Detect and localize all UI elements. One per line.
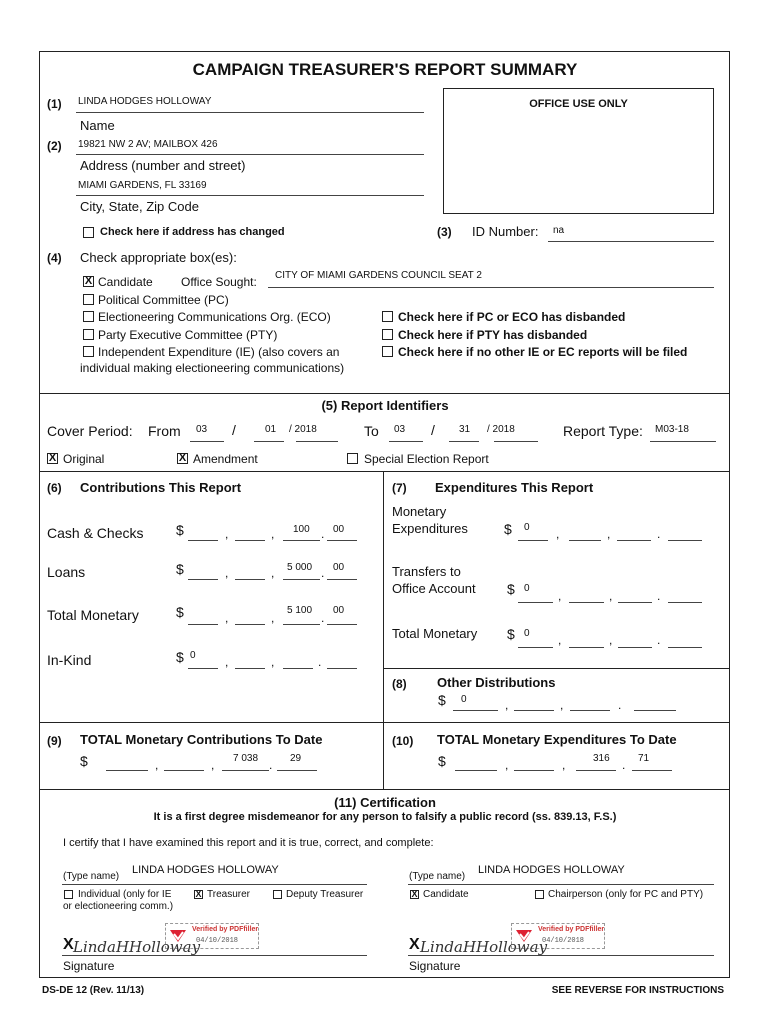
s10-u4 [632, 770, 672, 771]
s10-comma2: , [562, 758, 566, 772]
s9-dot: . [269, 758, 273, 772]
loans-value[interactable]: 5 000 [287, 562, 313, 573]
exptot-comma2: , [609, 633, 613, 647]
monetary-label: Monetary [392, 504, 447, 519]
s9-comma1: , [155, 758, 159, 772]
chairperson-label: Chairperson (only for PC and PTY) [548, 889, 704, 900]
od-dollar: $ [438, 692, 446, 708]
signature-x-right: X [409, 936, 420, 953]
cover-period-label: Cover Period: [47, 423, 133, 439]
report-type-underline [650, 441, 716, 442]
total-dollar: $ [176, 604, 184, 620]
total-expenditures-heading: TOTAL Monetary Expenditures To Date [437, 732, 677, 747]
type-name-underline-right [408, 884, 714, 885]
od-u3 [570, 710, 610, 711]
total-u1 [188, 624, 218, 625]
city-caption: City, State, Zip Code [80, 199, 199, 214]
special-election-label: Special Election Report [364, 452, 489, 466]
report-type-value[interactable]: M03-18 [655, 424, 689, 435]
treasurer-label: Treasurer [207, 889, 250, 900]
street-value[interactable]: 19821 NW 2 AV; MAILBOX 426 [78, 139, 218, 150]
from-label: From [148, 423, 181, 439]
inkind-u3 [283, 668, 313, 669]
no-other-ie-checkbox[interactable] [382, 346, 393, 357]
to-year[interactable]: / 2018 [487, 424, 515, 435]
section-3-number: (3) [437, 225, 452, 239]
candidate-cert-checkbox[interactable]: X [411, 889, 418, 899]
verified-text-left: Verified by PDFfiller [192, 926, 259, 933]
signature-underline-right [408, 955, 714, 956]
section-10-number: (10) [392, 734, 414, 748]
cash-u3 [283, 540, 320, 541]
individual-label-cont: or electioneering comm.) [63, 901, 174, 912]
s10-u3 [576, 770, 616, 771]
misdemeanor-warning: It is a first degree misdemeanor for any person to falsify a public record (ss. 839.13, F.S.) [153, 811, 617, 823]
name-caption: Name [80, 118, 115, 133]
loans-dot: . [321, 566, 325, 580]
exp-total-label: Total Monetary [392, 626, 478, 641]
pty-label: Party Executive Committee (PTY) [98, 328, 278, 342]
inkind-dot: . [318, 655, 322, 669]
deputy-treasurer-checkbox[interactable] [273, 890, 282, 899]
inkind-u1 [188, 668, 218, 669]
exptot-comma1: , [558, 633, 562, 647]
tr-u4 [668, 602, 702, 603]
signature-caption-right: Signature [409, 959, 461, 973]
s9-comma2: , [211, 758, 215, 772]
form-id: DS-DE 12 (Rev. 11/13) [42, 985, 145, 996]
certification-heading: (11) Certification [334, 795, 436, 810]
exptot-dollar: $ [507, 626, 515, 642]
individual-checkbox[interactable] [64, 890, 73, 899]
report-type-label: Report Type: [563, 423, 643, 439]
contributions-heading: Contributions This Report [80, 480, 242, 495]
from-day-underline [254, 441, 284, 442]
instructions-note: SEE REVERSE FOR INSTRUCTIONS [551, 985, 724, 996]
verified-date-left: 04/10/2018 [196, 937, 239, 945]
expenditures-label: Expenditures [392, 521, 468, 536]
eco-label: Electioneering Communications Org. (ECO) [98, 310, 331, 324]
to-month[interactable]: 03 [394, 424, 406, 435]
tr-dollar: $ [507, 581, 515, 597]
from-year[interactable]: / 2018 [289, 424, 317, 435]
candidate-checkbox[interactable]: X [84, 275, 93, 287]
od-u4 [634, 710, 676, 711]
s10-dot: . [622, 758, 626, 772]
cash-comma1: , [225, 527, 229, 541]
loans-comma1: , [225, 566, 229, 580]
pc-eco-disbanded-checkbox[interactable] [382, 311, 393, 322]
original-checkbox[interactable]: X [48, 452, 57, 464]
candidate-cert-label: Candidate [423, 889, 469, 900]
inkind-dollar: $ [176, 649, 184, 665]
exptot-u1 [518, 647, 553, 648]
pc-checkbox[interactable] [83, 294, 94, 305]
to-slash: / [431, 422, 435, 438]
exp-dot: . [657, 527, 661, 541]
office-sought-value[interactable]: CITY OF MIAMI GARDENS COUNCIL SEAT 2 [275, 270, 482, 281]
total-value[interactable]: 5 100 [287, 605, 313, 616]
section-6-number: (6) [47, 481, 62, 495]
id-number-value[interactable]: na [553, 225, 565, 236]
divider-s11 [39, 789, 730, 790]
other-distributions-heading: Other Distributions [437, 675, 556, 690]
street-caption: Address (number and street) [80, 158, 246, 173]
check-boxes-label: Check appropriate box(es): [80, 250, 237, 265]
to-month-underline [389, 441, 423, 442]
candidate-signature[interactable]: LindaHHolloway [420, 938, 548, 956]
office-use-label: OFFICE USE ONLY [529, 98, 628, 110]
office-sought-label: Office Sought: [181, 275, 257, 289]
exp-value[interactable]: 0 [524, 522, 530, 533]
s10-u1 [455, 770, 497, 771]
exp-u3 [617, 540, 651, 541]
treasurer-signature[interactable]: LindaHHolloway [73, 938, 201, 956]
name-value[interactable]: LINDA HODGES HOLLOWAY [78, 96, 212, 107]
section-8-number: (8) [392, 677, 407, 691]
office-account-label: Office Account [392, 581, 476, 596]
exptot-u4 [668, 647, 702, 648]
verified-text-right: Verified by PDFfiller [538, 926, 605, 933]
s10-value[interactable]: 316 [593, 753, 610, 764]
total-u3 [283, 624, 320, 625]
exptot-u2 [569, 647, 604, 648]
od-comma1: , [505, 698, 509, 712]
transfers-label: Transfers to [392, 564, 461, 579]
section-4-number: (4) [47, 251, 62, 265]
loans-cents[interactable]: 00 [333, 562, 345, 573]
s9-u2 [164, 770, 204, 771]
exp-dollar: $ [504, 521, 512, 537]
s9-dollar: $ [80, 753, 88, 769]
name-underline [76, 112, 424, 113]
deputy-treasurer-label: Deputy Treasurer [286, 889, 364, 900]
candidate-label: Candidate [98, 275, 153, 289]
individual-label: Individual (only for IE [78, 889, 172, 900]
ie-label-cont: individual making electioneering communications) [80, 361, 345, 375]
s9-value[interactable]: 7 038 [233, 753, 259, 764]
od-value[interactable]: 0 [461, 694, 467, 705]
pc-label: Political Committee (PC) [98, 293, 229, 307]
type-name-label-left: (Type name) [63, 871, 120, 882]
section-7-number: (7) [392, 481, 407, 495]
section-1-number: (1) [47, 97, 62, 111]
inkind-comma1: , [225, 655, 229, 669]
city-value[interactable]: MIAMI GARDENS, FL 33169 [78, 180, 207, 191]
treasurer-checkbox[interactable]: X [195, 889, 202, 899]
report-identifiers-heading: (5) Report Identifiers [321, 398, 449, 413]
inkind-comma2: , [271, 655, 275, 669]
tr-value[interactable]: 0 [524, 583, 530, 594]
id-number-label: ID Number: [472, 224, 539, 239]
signature-caption-left: Signature [63, 959, 115, 973]
s10-comma1: , [505, 758, 509, 772]
pty-disbanded-label: Check here if PTY has disbanded [398, 328, 588, 342]
cash-u4 [327, 540, 357, 541]
from-slash: / [232, 422, 236, 438]
inkind-value[interactable]: 0 [190, 650, 196, 661]
expenditures-heading: Expenditures This Report [435, 480, 594, 495]
loans-comma2: , [271, 566, 275, 580]
office-sought-underline [268, 287, 714, 288]
from-year-underline [296, 441, 338, 442]
office-use-box [443, 88, 714, 214]
cash-dot: . [321, 527, 325, 541]
cash-dollar: $ [176, 522, 184, 538]
exp-comma2: , [607, 527, 611, 541]
from-day[interactable]: 01 [265, 424, 277, 435]
cash-comma2: , [271, 527, 275, 541]
divider-vertical [383, 471, 384, 789]
total-monetary-label: Total Monetary [47, 607, 139, 623]
total-cents[interactable]: 00 [333, 605, 345, 616]
inkind-u2 [235, 668, 265, 669]
to-year-underline [494, 441, 538, 442]
exp-u4 [668, 540, 702, 541]
no-other-ie-label: Check here if no other IE or EC reports will be filed [398, 345, 688, 359]
tr-u1 [518, 602, 553, 603]
form-title: CAMPAIGN TREASURER'S REPORT SUMMARY [192, 60, 578, 79]
exp-comma1: , [556, 527, 560, 541]
loans-label: Loans [47, 564, 86, 580]
tr-dot: . [657, 589, 661, 603]
type-name-underline-left [62, 884, 367, 885]
from-month[interactable]: 03 [196, 424, 208, 435]
tr-u3 [618, 602, 652, 603]
to-label: To [364, 423, 379, 439]
to-day-underline [449, 441, 479, 442]
verified-date-right: 04/10/2018 [542, 937, 585, 945]
tr-comma1: , [558, 589, 562, 603]
exp-u1 [518, 540, 548, 541]
ie-label: Independent Expenditure (IE) (also covers an [98, 345, 340, 359]
from-month-underline [190, 441, 224, 442]
total-comma1: , [225, 611, 229, 625]
exp-u2 [569, 540, 601, 541]
s10-u2 [514, 770, 554, 771]
cash-u1 [188, 540, 218, 541]
amendment-label: Amendment [193, 452, 258, 466]
section-9-number: (9) [47, 734, 62, 748]
total-u2 [235, 624, 265, 625]
street-underline [76, 154, 424, 155]
s9-u1 [106, 770, 148, 771]
od-u1 [453, 710, 498, 711]
treasurer-name[interactable]: LINDA HODGES HOLLOWAY [132, 864, 279, 876]
total-comma2: , [271, 611, 275, 625]
original-label: Original [63, 452, 105, 466]
loans-dollar: $ [176, 561, 184, 577]
pty-disbanded-checkbox[interactable] [382, 329, 393, 340]
s10-cents[interactable]: 71 [638, 753, 650, 764]
pty-checkbox[interactable] [83, 329, 94, 340]
exptot-dot: . [657, 633, 661, 647]
city-underline [76, 195, 424, 196]
special-election-checkbox[interactable] [347, 453, 358, 464]
tr-comma2: , [609, 589, 613, 603]
address-changed-label: Check here if address has changed [100, 226, 285, 238]
signature-x-left: X [63, 936, 74, 953]
to-day[interactable]: 31 [459, 424, 471, 435]
total-dot: . [321, 611, 325, 625]
type-name-label-right: (Type name) [409, 871, 466, 882]
cash-checks-label: Cash & Checks [47, 525, 144, 541]
total-contributions-heading: TOTAL Monetary Contributions To Date [80, 732, 323, 747]
total-u4 [327, 624, 357, 625]
ie-checkbox[interactable] [83, 346, 94, 357]
amendment-checkbox[interactable]: X [178, 452, 187, 464]
signature-underline-left [62, 955, 367, 956]
candidate-name[interactable]: LINDA HODGES HOLLOWAY [478, 864, 625, 876]
cash-u2 [235, 540, 265, 541]
divider-s9 [39, 722, 730, 723]
divider-s8 [383, 668, 730, 669]
exptot-value[interactable]: 0 [524, 628, 530, 639]
od-u2 [514, 710, 554, 711]
s9-cents[interactable]: 29 [290, 753, 302, 764]
in-kind-label: In-Kind [47, 652, 92, 668]
address-changed-checkbox[interactable] [83, 227, 94, 238]
loans-u1 [188, 579, 218, 580]
divider-s5 [39, 393, 730, 394]
tr-u2 [569, 602, 604, 603]
chairperson-checkbox[interactable] [535, 890, 544, 899]
loans-u4 [327, 579, 357, 580]
cash-value[interactable]: 100 [293, 524, 310, 535]
eco-checkbox[interactable] [83, 311, 94, 322]
exptot-u3 [618, 647, 652, 648]
s10-dollar: $ [438, 753, 446, 769]
divider-s6 [39, 471, 730, 472]
cash-cents[interactable]: 00 [333, 524, 345, 535]
id-number-underline [548, 241, 714, 242]
od-comma2: , [560, 698, 564, 712]
certify-statement: I certify that I have examined this report and it is true, correct, and complete: [63, 837, 434, 849]
pc-eco-disbanded-label: Check here if PC or ECO has disbanded [398, 310, 626, 324]
od-dot: . [618, 698, 622, 712]
loans-u2 [235, 579, 265, 580]
section-2-number: (2) [47, 139, 62, 153]
loans-u3 [283, 579, 320, 580]
inkind-u4 [327, 668, 357, 669]
s9-u4 [277, 770, 317, 771]
s9-u3 [222, 770, 269, 771]
